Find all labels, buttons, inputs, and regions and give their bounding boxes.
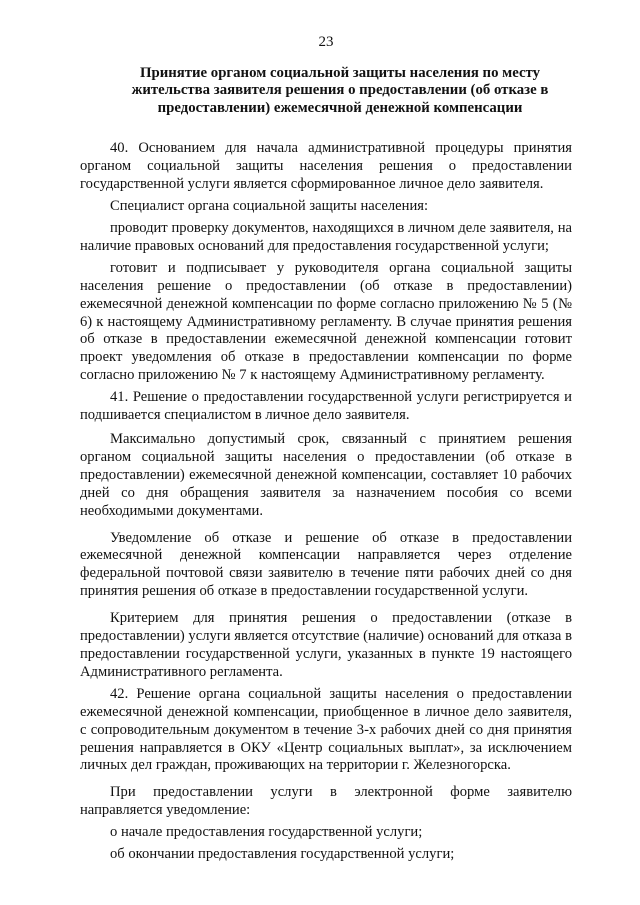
paragraph-42: 42. Решение органа социальной защиты населения о предоставлении ежемесячной денежной компенсации, приобщенное в личное дело заявителя, с сопроводительным документом в течение 3-х рабочих дней со дня принятия решения направляется в ОКУ «Центр социальных выплат», за исключением личных дел граждан, проживающих на территории г. Железногорска. [80,685,572,774]
paragraph-40: 40. Основанием для начала административной процедуры принятия органом социальной защиты населения решения о предоставлении государственной услуги является сформированное личное дело заявителя. [80,140,572,193]
page-number: 23 [318,34,334,50]
section-title-line: жительства заявителя решения о предоставлении (об отказе в [131,82,549,99]
section-title-line: предоставлении) ежемесячной денежной компенсации [157,99,523,116]
paragraph-specialist: Специалист органа социальной защиты населения: [110,198,429,215]
paragraph-criterion: Критерием для принятия решения о предоставлении (отказе в предоставлении) услуги является отсутствие (наличие) оснований для отказа в предоставлении государственной услуги, указанных в пункте 19 настоящего Административного регламента. [80,610,572,680]
paragraph-prepare-decision: готовит и подписывает у руководителя органа социальной защиты населения решение о предоставлении (об отказе в предоставлении) ежемесячной денежной компенсации по форме согласно приложению № 5 (№ 6) к настоящему Административному регламенту. В случае принятия решения об отказе в предоставлении ежемесячной денежной компенсации готовит проект уведомления об отказе в предоставлении компенсации по форме согласно приложению № 7 к настоящему Административному регламенту. [80,259,572,384]
list-item-end: об окончании предоставления государственной услуги; [110,846,455,863]
paragraph-41: 41. Решение о предоставлении государственной услуги регистрируется и подшивается специалистом в личное дело заявителя. [80,389,572,424]
section-title [80,65,572,118]
paragraph-electronic-form: При предоставлении услуги в электронной форме заявителю направляется уведомление: [80,784,572,819]
section-title-line: Принятие органом социальной защиты населения по месту [139,64,541,81]
list-item-start: о начале предоставления государственной услуги; [110,824,423,841]
paragraph-max-term: Максимально допустимый срок, связанный с принятием решения органом социальной защиты населения о предоставлении (об отказе в предоставлении) ежемесячной денежной компенсации, составляет 10 рабочих дней со дня обращения заявителя за назначением пособия со всеми необходимыми документами. [80,431,572,519]
paragraph-refusal-notice: Уведомление об отказе и решение об отказе в предоставлении ежемесячной денежной компенсации направляется через отделение федеральной почтовой связи заявителю в течение пяти рабочих дней со дня принятия решения об отказе в предоставлении государственной услуги. [80,529,572,600]
paragraph-check-documents: проводит проверку документов, находящихся в личном деле заявителя, на наличие правовых оснований для предоставления государственной услуги; [80,220,572,254]
body-text [80,140,572,864]
